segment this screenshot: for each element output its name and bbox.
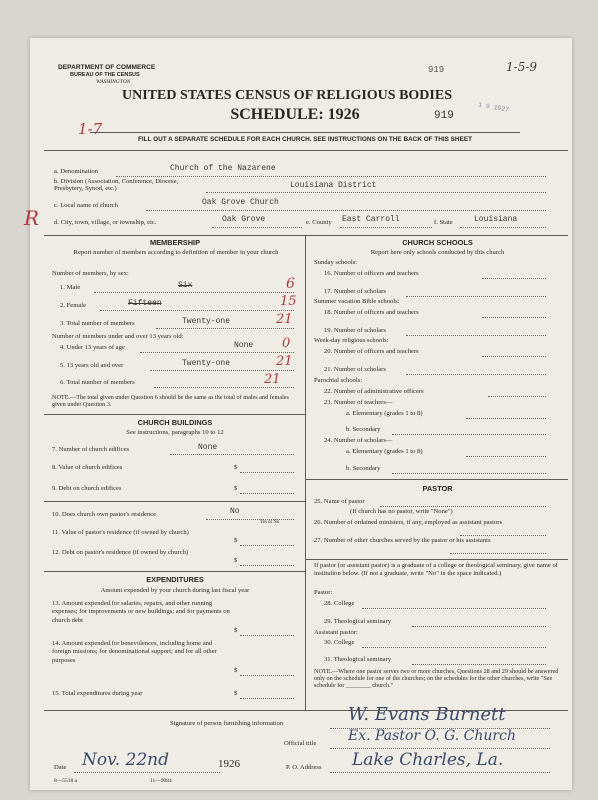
total-members-line bbox=[154, 387, 294, 388]
residence-value-line bbox=[240, 545, 294, 546]
pastor-college-label: 28. College bbox=[324, 600, 355, 607]
other-churches-label: 27. Number of other churches served by the pastor or his assistants bbox=[314, 537, 491, 544]
teachers-secondary-label: b. Secondary bbox=[346, 426, 381, 433]
form-title: UNITED STATES CENSUS OF RELIGIOUS BODIES bbox=[121, 88, 452, 103]
teachers-secondary-line bbox=[392, 434, 546, 435]
weekday-officers-label: 20. Number of officers and teachers bbox=[324, 348, 419, 355]
pastor-college-line bbox=[362, 608, 546, 609]
assistant-college-label: 30. College bbox=[324, 639, 355, 646]
instruction-line: FILL OUT A SEPARATE SCHEDULE FOR EACH CHURCH. SEE INSTRUCTIONS ON THE BACK OF THIS SHEET bbox=[138, 136, 472, 143]
pastor-name-label: 25. Name of pastor bbox=[314, 498, 365, 505]
schools-subtitle: Report here only schools conducted by this church bbox=[370, 249, 505, 256]
parochial-admin-label: 22. Number of administrative officers bbox=[324, 388, 424, 395]
male-value[interactable]: Six bbox=[178, 281, 193, 290]
assistant-seminary-label: 31. Theological seminary bbox=[324, 656, 392, 663]
church-name-value[interactable]: Oak Grove Church bbox=[202, 198, 279, 207]
date-line bbox=[74, 772, 220, 773]
scholars-secondary-label: b. Secondary bbox=[346, 465, 381, 472]
total-expenditures-line bbox=[240, 698, 294, 699]
summer-officers-line bbox=[482, 317, 546, 318]
residence-debt-dollar: $ bbox=[234, 557, 238, 564]
total-hand-value: 21 bbox=[276, 312, 293, 327]
state-label: f. State bbox=[434, 219, 453, 226]
teachers-elementary-line bbox=[466, 418, 546, 419]
sunday-officers-label: 16. Number of officers and teachers bbox=[324, 270, 419, 277]
schedule-number: 919 bbox=[434, 110, 454, 122]
schools-bottom-rule bbox=[305, 479, 568, 480]
stamp-number: 919 bbox=[428, 65, 445, 75]
pastor-seminary-label: 29. Theological seminary bbox=[324, 618, 392, 625]
sunday-scholars-line bbox=[406, 296, 546, 297]
left-handwritten-code: 1-7 bbox=[78, 120, 103, 138]
signature-label: Signature of person furnishing information bbox=[170, 720, 284, 727]
owns-residence-line bbox=[206, 519, 294, 520]
city-label: WASHINGTON bbox=[96, 79, 131, 85]
margin-mark: R bbox=[24, 206, 40, 230]
benevolences-line bbox=[240, 675, 294, 676]
under-13-hand-value: 0 bbox=[282, 336, 291, 351]
pastor-title: PASTOR bbox=[422, 484, 453, 493]
residence-value-label: 11. Value of pastor's residence (if owned by church) bbox=[52, 529, 189, 536]
running-expenses-line bbox=[240, 635, 294, 636]
membership-subtitle: Report number of members according to definition of member in your church bbox=[73, 249, 279, 256]
po-address-line bbox=[330, 772, 550, 773]
edifices-debt-line bbox=[240, 493, 294, 494]
male-line bbox=[94, 292, 294, 293]
division-line bbox=[206, 192, 546, 193]
buildings-subtitle: See instructions, paragraphs 10 to 12 bbox=[126, 429, 224, 436]
assistant-seminary-line bbox=[412, 664, 546, 665]
summer-schools-label: Summer vacation Bible schools: bbox=[314, 298, 400, 305]
summer-officers-label: 18. Number of officers and teachers bbox=[324, 309, 419, 316]
over-13-label: 5. 13 years old and over bbox=[60, 362, 124, 369]
total-label: 3. Total number of members bbox=[60, 320, 135, 327]
department-label: DEPARTMENT OF COMMERCE bbox=[58, 64, 156, 71]
sunday-scholars-label: 17. Number of scholars bbox=[324, 288, 386, 295]
state-line bbox=[460, 227, 546, 228]
expenditures-title: EXPENDITURES bbox=[146, 575, 204, 584]
sunday-schools-label: Sunday schools: bbox=[314, 259, 358, 266]
fields-bottom-rule bbox=[44, 235, 568, 236]
edifices-debt-label: 9. Debt on church edifices bbox=[52, 485, 122, 492]
owns-residence-value[interactable]: No bbox=[230, 507, 240, 516]
scholars-elementary-label: a. Elementary (grades 1 to 8) bbox=[346, 448, 423, 455]
female-hand-value: 15 bbox=[280, 294, 297, 309]
bureau-label: BUREAU OF THE CENSUS bbox=[70, 72, 140, 78]
over-13-hand-value: 21 bbox=[276, 354, 293, 369]
summer-scholars-label: 19. Number of scholars bbox=[324, 327, 386, 334]
residence-debt-line bbox=[240, 565, 294, 566]
buildings-title: CHURCH BUILDINGS bbox=[137, 418, 213, 427]
weekday-schools-label: Week-day religious schools: bbox=[314, 337, 389, 344]
female-label: 2. Female bbox=[60, 302, 87, 309]
census-schedule-sheet bbox=[24, 38, 572, 790]
city-field-label: d. City, town, village, or township, etc. bbox=[54, 219, 157, 226]
age-head-label: Number of members under and over 13 years old: bbox=[52, 333, 184, 340]
date-value[interactable]: Nov. 22nd bbox=[82, 750, 169, 770]
denomination-line bbox=[116, 176, 546, 177]
form-number: 8—5518 a bbox=[54, 778, 78, 784]
parochial-schools-label: Parochial schools: bbox=[314, 377, 363, 384]
buildings-mid-rule bbox=[44, 501, 305, 502]
edifices-count-line bbox=[170, 454, 294, 455]
parochial-scholars-label: 24. Number of scholars— bbox=[324, 437, 393, 444]
benevolences-label: 14. Amount expended for benevolences, including home and foreign missions; for denominational support; and for all other purposes bbox=[52, 640, 217, 664]
city-value[interactable]: Oak Grove bbox=[222, 215, 266, 224]
section-rule bbox=[44, 150, 568, 151]
official-title-line bbox=[330, 748, 550, 749]
male-hand-value: 6 bbox=[286, 276, 295, 292]
total-members-label: 6. Total number of members bbox=[60, 379, 135, 386]
graduate-note: If pastor (or assistant pastor) is a graduate of a college or theological seminary, give name of institution below. (If not a graduate, write "No" in the space indicated.) bbox=[314, 562, 559, 577]
parochial-admin-line bbox=[488, 396, 546, 397]
assistant-subhead: Assistant pastor: bbox=[314, 629, 358, 636]
total-expenditures-dollar: $ bbox=[234, 690, 238, 697]
by-sex-label: Number of members, by sex: bbox=[52, 270, 129, 277]
column-divider bbox=[305, 235, 306, 710]
under-13-line bbox=[140, 352, 294, 353]
weekday-scholars-label: 21. Number of scholars bbox=[324, 366, 386, 373]
received-stamp: 1 9 1927 bbox=[477, 101, 510, 114]
church-name-label: c. Local name of church bbox=[54, 202, 118, 209]
residence-debt-label: 12. Debt on pastor's residence (if owned by church) bbox=[52, 549, 189, 556]
running-expenses-dollar: $ bbox=[234, 627, 238, 634]
under-13-value[interactable]: None bbox=[234, 341, 254, 350]
assistant-ministers-label: 26. Number of ordained ministers, if any, employed as assistant pastors bbox=[314, 519, 503, 526]
division-label: b. Division (Association, Conference, Diocese, Presbytery, Synod, etc.) bbox=[54, 178, 179, 192]
denomination-label: a. Denomination bbox=[54, 168, 98, 175]
other-churches-line bbox=[450, 553, 546, 554]
running-expenses-label: 13. Amount expended for salaries, repairs, and other running expenses; for improvements or new buildings; and for payments on church debt bbox=[52, 600, 230, 624]
sunday-officers-line bbox=[482, 278, 546, 279]
edifices-value-dollar: $ bbox=[234, 464, 238, 471]
pastor-mid-rule bbox=[305, 559, 568, 560]
scholars-elementary-line bbox=[466, 456, 546, 457]
benevolences-dollar: $ bbox=[234, 667, 238, 674]
membership-bottom-rule bbox=[44, 414, 305, 415]
po-address-value[interactable]: Lake Charles, La. bbox=[352, 750, 504, 770]
edifices-value-label: 8. Value of church edifices bbox=[52, 464, 123, 471]
membership-note: NOTE.—The total given under Question 6 should be the same as the total of males and females given under Question 3. bbox=[52, 394, 289, 408]
edifices-count-label: 7. Number of church edifices bbox=[52, 446, 130, 453]
pastor-none-hint: (If church has no pastor, write "None") bbox=[350, 508, 453, 515]
summer-scholars-line bbox=[406, 335, 546, 336]
membership-title: MEMBERSHIP bbox=[149, 238, 201, 247]
weekday-scholars-line bbox=[406, 374, 546, 375]
over-13-value[interactable]: Twenty-one bbox=[182, 359, 231, 368]
buildings-bottom-rule bbox=[44, 571, 305, 572]
denomination-value[interactable]: Church of the Nazarene bbox=[170, 164, 276, 173]
year-value: 1926 bbox=[218, 758, 240, 770]
city-line bbox=[212, 227, 302, 228]
expenditures-subtitle: Amount expended by your church during last fiscal year bbox=[100, 587, 250, 594]
teachers-elementary-label: a. Elementary (grades 1 to 8) bbox=[346, 410, 423, 417]
assistant-college-line bbox=[362, 647, 546, 648]
parochial-teachers-label: 23. Number of teachers— bbox=[324, 399, 393, 406]
edifices-count-value[interactable]: None bbox=[198, 443, 218, 452]
pastor-seminary-line bbox=[412, 626, 546, 627]
signature-value[interactable]: W. Evans Burnett bbox=[348, 704, 506, 725]
residence-value-dollar: $ bbox=[234, 537, 238, 544]
county-line bbox=[340, 227, 432, 228]
pastor-subhead: Pastor: bbox=[314, 589, 333, 596]
top-handwritten-code: 1-5-9 bbox=[506, 60, 538, 74]
pastor-name-line bbox=[380, 506, 546, 507]
official-title-label: Official title bbox=[284, 740, 317, 747]
form-number-2: 11—9084 bbox=[150, 778, 172, 784]
weekday-officers-line bbox=[482, 356, 546, 357]
edifices-value-line bbox=[240, 472, 294, 473]
over-13-line bbox=[150, 370, 294, 371]
scholars-secondary-line bbox=[392, 473, 546, 474]
total-line bbox=[156, 328, 294, 329]
owns-residence-label: 10. Does church own pastor's residence bbox=[52, 511, 157, 518]
county-value[interactable]: East Carroll bbox=[342, 215, 400, 224]
pastor-note: NOTE.—Where one pastor serves two or more churches, Questions 28 and 29 should be answered only on the schedule for one of the churches; on the schedules for the other churches, write "See schedule for ________ church." bbox=[314, 668, 559, 689]
schedule-title: SCHEDULE: 1926 bbox=[230, 106, 360, 123]
assistant-ministers-line bbox=[460, 535, 546, 536]
state-value[interactable]: Louisiana bbox=[474, 215, 518, 224]
schools-title: CHURCH SCHOOLS bbox=[402, 238, 473, 247]
female-value[interactable]: Fifteen bbox=[128, 299, 162, 308]
division-value[interactable]: Louisiana District bbox=[290, 181, 377, 190]
female-line bbox=[100, 310, 294, 311]
church-name-line bbox=[146, 210, 546, 211]
date-label: Date bbox=[54, 764, 67, 771]
header-rule bbox=[90, 132, 520, 133]
total-members-hand-value: 21 bbox=[264, 372, 281, 387]
edifices-debt-dollar: $ bbox=[234, 485, 238, 492]
male-label: 1. Male bbox=[60, 284, 81, 291]
total-expenditures-label: 15. Total expenditures during year bbox=[52, 690, 143, 697]
official-title-value[interactable]: Ex. Pastor O. G. Church bbox=[348, 728, 516, 744]
total-value[interactable]: Twenty-one bbox=[182, 317, 231, 326]
under-13-label: 4. Under 13 years of age bbox=[60, 344, 125, 351]
po-address-label: P. O. Address bbox=[286, 764, 322, 771]
yes-no-hint: Yes or No bbox=[260, 520, 280, 525]
county-label: e. County bbox=[306, 219, 332, 226]
